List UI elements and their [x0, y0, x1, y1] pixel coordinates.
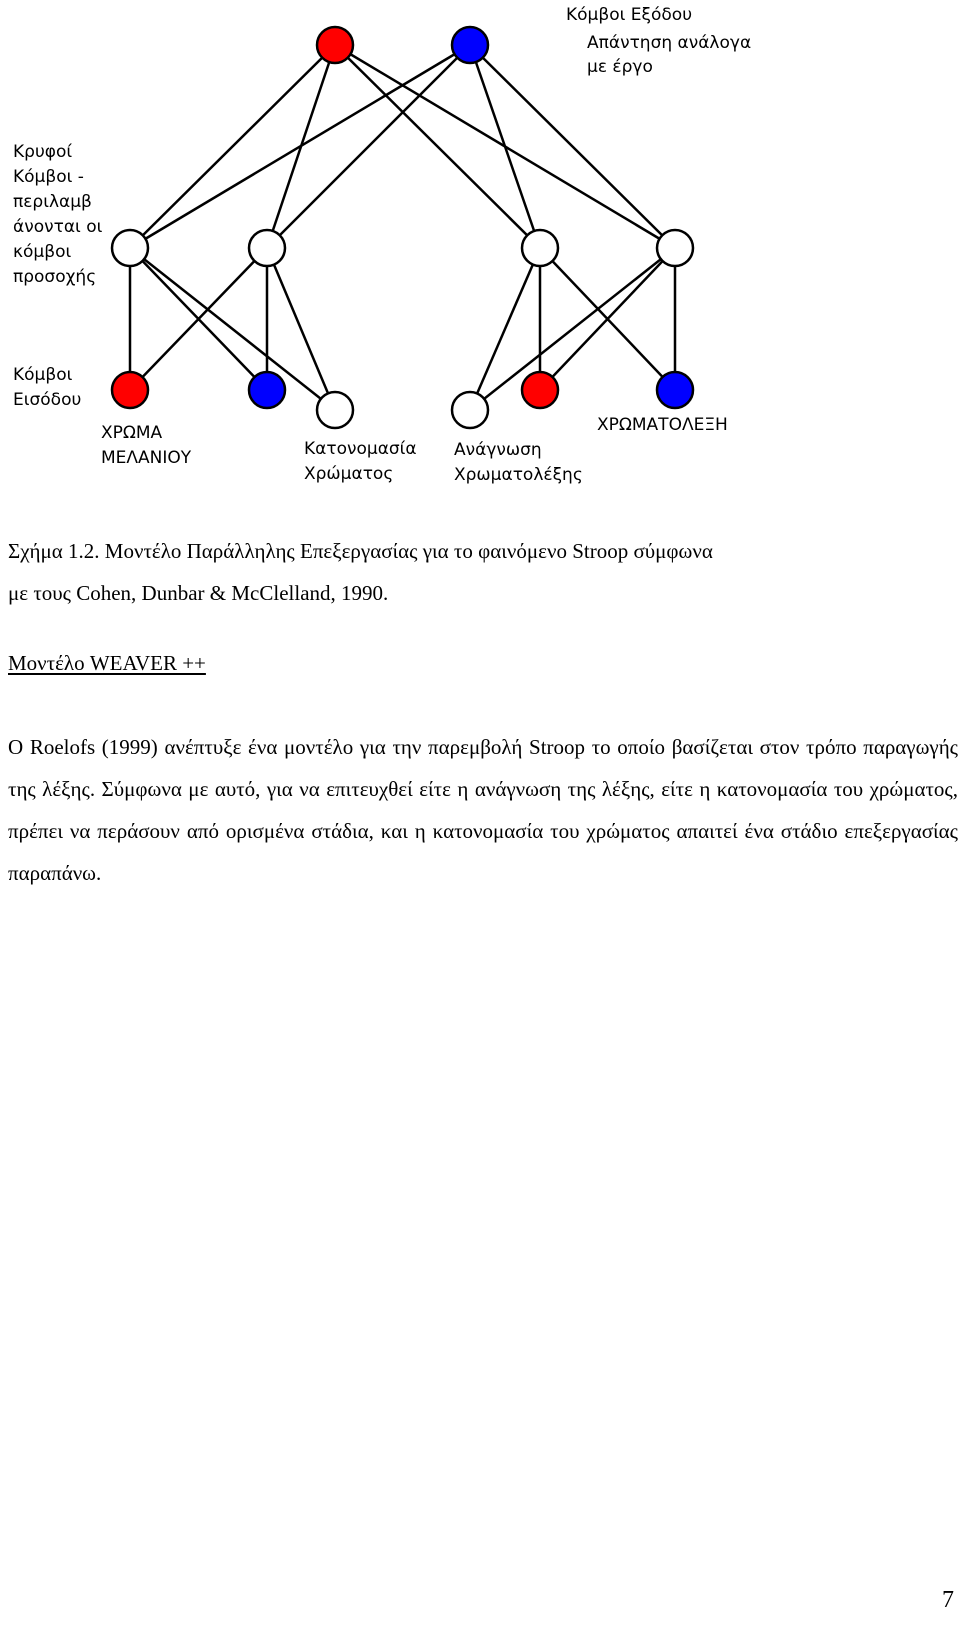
- label-word-reading-line: Χρωματολέξης: [454, 465, 583, 485]
- label-output-nodes-line: Απάντηση ανάλογα: [587, 33, 752, 53]
- label-output-nodes-line: Κόμβοι Εξόδου: [566, 5, 693, 25]
- node-hid-3: [522, 230, 558, 266]
- node-hid-2: [249, 230, 285, 266]
- label-ink-color-line: ΧΡΩΜΑ: [101, 423, 163, 443]
- figure-caption-line: Σχήμα 1.2. Μοντέλο Παράλληλης Επεξεργασίας για το φαινόμενο Stroop σύμφωνα: [8, 539, 713, 563]
- label-input-nodes-line: Κόμβοι: [13, 365, 73, 385]
- label-color-naming-line: Χρώματος: [304, 464, 394, 484]
- label-hidden-nodes-line: κόμβοι: [13, 242, 72, 262]
- node-in-word-blue: [657, 372, 693, 408]
- node-hid-1: [112, 230, 148, 266]
- edge-hid-4-task-word-reading: [470, 248, 675, 410]
- label-ink-color: [101, 423, 192, 468]
- edge-out-blue-hid-1: [130, 45, 470, 248]
- label-color-naming: [304, 439, 422, 484]
- node-out-blue: [452, 27, 488, 63]
- label-color-word: [597, 415, 728, 435]
- figure-caption: [8, 530, 952, 614]
- label-hidden-nodes-line: Κόμβοι -: [13, 167, 84, 187]
- connections: [130, 45, 675, 410]
- stroop-network-diagram: [0, 0, 960, 500]
- label-word-reading: [454, 440, 583, 485]
- label-output-nodes-line: με έργο: [587, 57, 653, 77]
- figure-caption-line: με τους Cohen, Dunbar & McClelland, 1990.: [8, 581, 389, 605]
- node-out-red: [317, 27, 353, 63]
- section-heading: Μοντέλο WEAVER ++: [8, 651, 206, 675]
- nodes: [112, 27, 693, 428]
- label-color-naming-line: Κατονομασία: [304, 439, 417, 459]
- edge-hid-1-task-color-naming: [130, 248, 335, 410]
- label-hidden-nodes-line: άνονται οι: [13, 217, 103, 237]
- node-task-color-naming: [317, 392, 353, 428]
- label-input-nodes: [13, 365, 81, 410]
- label-hidden-nodes: [13, 142, 108, 287]
- label-input-nodes-line: Εισόδου: [13, 390, 82, 410]
- edge-out-red-hid-1: [130, 45, 335, 248]
- node-in-ink-red: [112, 372, 148, 408]
- edge-out-red-hid-3: [335, 45, 540, 248]
- edge-out-blue-hid-3: [470, 45, 540, 248]
- node-in-ink-blue: [249, 372, 285, 408]
- label-color-word-line: ΧΡΩΜΑΤΟΛΕΞΗ: [597, 415, 728, 435]
- node-in-word-red: [522, 372, 558, 408]
- label-word-reading-line: Ανάγνωση: [454, 440, 542, 460]
- node-hid-4: [657, 230, 693, 266]
- edge-out-blue-hid-2: [267, 45, 470, 248]
- label-hidden-nodes-line: προσοχής: [13, 267, 97, 287]
- label-output-nodes: [566, 5, 757, 77]
- body-paragraph: Ο Roelofs (1999) ανέπτυξε ένα μοντέλο για την παρεμβολή Stroop το οποίο βασίζεται στον τρόπο παραγωγής της λέξης. Σύμφωνα με αυτό, για να επιτευχθεί είτε η ανάγνωση της λέξης, είτε η κατονομασία του χρώματος, πρέπει να περάσουν από ορισμένα στάδια, και η κατονομασία του χρώματος απαιτεί ένα στάδιο επεξεργασίας παραπάνω.: [8, 735, 958, 885]
- label-ink-color-line: ΜΕΛΑΝΙΟΥ: [101, 448, 192, 468]
- page-number: 7: [942, 1587, 954, 1613]
- node-task-word-reading: [452, 392, 488, 428]
- label-hidden-nodes-line: Κρυφοί: [13, 142, 73, 162]
- label-hidden-nodes-line: περιλαμβ: [13, 192, 92, 212]
